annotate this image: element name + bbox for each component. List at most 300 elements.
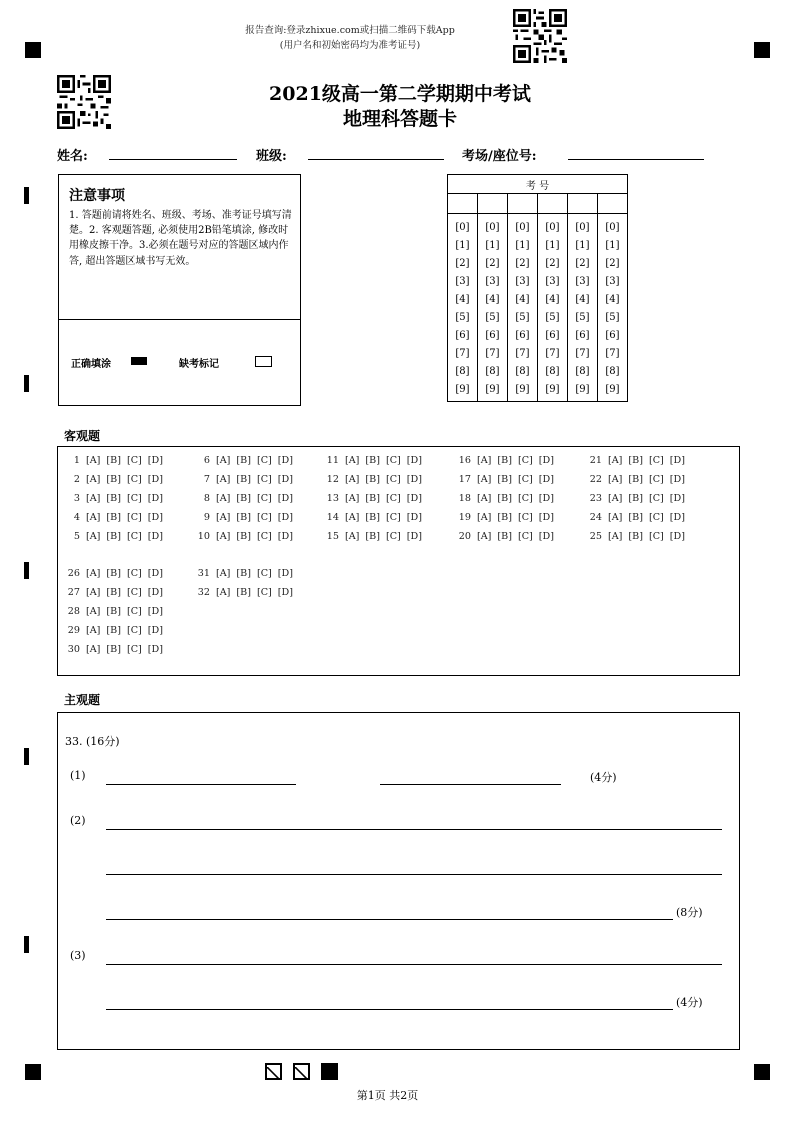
answer-bubble[interactable]: [B] <box>365 474 380 485</box>
answer-bubble[interactable]: [A] <box>345 474 360 485</box>
exam-digit-bubble[interactable]: [3] <box>545 276 560 287</box>
answer-bubble[interactable]: [B] <box>236 568 251 579</box>
exam-digit-bubble[interactable]: [3] <box>455 276 470 287</box>
answer-bubble[interactable]: [B] <box>236 493 251 504</box>
exam-digit-bubble[interactable]: [9] <box>485 384 500 395</box>
answer-bubble[interactable]: [D] <box>147 644 163 655</box>
objective-question <box>194 474 293 485</box>
part-3-label: (3) <box>70 949 86 962</box>
answer-bubble[interactable]: [D] <box>538 512 554 523</box>
answer-bubble[interactable]: [A] <box>216 531 231 542</box>
exam-number-header: 考 号 <box>448 175 628 194</box>
seat-field[interactable] <box>568 159 704 160</box>
question-number: 2 <box>73 474 80 485</box>
answer-bubble[interactable]: [A] <box>216 512 231 523</box>
answer-bubble[interactable]: [A] <box>477 531 492 542</box>
objective-question <box>64 587 163 598</box>
answer-bubble[interactable]: [A] <box>608 493 623 504</box>
exam-digit-bubble[interactable]: [1] <box>515 240 530 251</box>
question-number: 15 <box>326 531 339 542</box>
question-number: 6 <box>203 455 210 466</box>
answer-bubble[interactable]: [B] <box>628 512 643 523</box>
answer-bubble[interactable]: [B] <box>497 474 512 485</box>
exam-digit-bubble[interactable]: [8] <box>545 366 560 377</box>
objective-question <box>455 474 554 485</box>
answer-bubble[interactable]: [D] <box>147 587 163 598</box>
answer-bubble[interactable]: [B] <box>106 625 121 636</box>
exam-digit-bubble[interactable]: [6] <box>605 330 620 341</box>
answer-bubble[interactable]: [C] <box>126 474 142 485</box>
objective-question <box>323 512 422 523</box>
answer-bubble[interactable]: [D] <box>277 587 293 598</box>
answer-bubble[interactable]: [B] <box>365 512 380 523</box>
answer-bubble[interactable]: [A] <box>216 568 231 579</box>
answer-bubble[interactable]: [C] <box>126 455 142 466</box>
part-2-answer-line[interactable] <box>106 919 673 920</box>
question-number: 12 <box>326 474 339 485</box>
exam-digit-bubble[interactable]: [4] <box>575 294 590 305</box>
answer-bubble[interactable]: [A] <box>345 531 360 542</box>
answer-bubble[interactable]: [D] <box>277 493 293 504</box>
exam-digit-bubble[interactable]: [5] <box>455 312 470 323</box>
answer-bubble[interactable]: [C] <box>126 606 142 617</box>
answer-bubble[interactable]: [C] <box>385 455 401 466</box>
question-number: 27 <box>67 587 80 598</box>
answer-bubble[interactable]: [D] <box>538 455 554 466</box>
legend-correct-label: 正确填涂 <box>71 359 111 370</box>
exam-digit-bubble[interactable]: [5] <box>545 312 560 323</box>
exam-digit-bubble[interactable]: [0] <box>605 222 620 233</box>
part-3-answer-line[interactable] <box>106 964 722 965</box>
notes-divider <box>59 319 300 320</box>
answer-bubble[interactable]: [A] <box>86 474 101 485</box>
question-number: 14 <box>326 512 339 523</box>
answer-bubble[interactable]: [B] <box>628 493 643 504</box>
answer-bubble[interactable]: [D] <box>277 568 293 579</box>
answer-bubble[interactable]: [B] <box>106 587 121 598</box>
exam-digit-bubble[interactable]: [8] <box>455 366 470 377</box>
exam-digit-bubble[interactable]: [4] <box>485 294 500 305</box>
answer-bubble[interactable]: [B] <box>236 587 251 598</box>
answer-bubble[interactable]: [A] <box>86 625 101 636</box>
exam-digit-bubble[interactable]: [3] <box>605 276 620 287</box>
answer-bubble[interactable]: [D] <box>277 512 293 523</box>
answer-bubble[interactable]: [A] <box>345 455 360 466</box>
answer-bubble[interactable]: [D] <box>669 474 685 485</box>
answer-bubble[interactable]: [C] <box>648 493 664 504</box>
answer-bubble[interactable]: [A] <box>86 644 101 655</box>
exam-digit-bubble[interactable]: [9] <box>545 384 560 395</box>
exam-digit-bubble[interactable]: [0] <box>515 222 530 233</box>
answer-bubble[interactable]: [D] <box>147 625 163 636</box>
page-mark-slashed-box <box>293 1063 310 1080</box>
question-number: 17 <box>458 474 471 485</box>
objective-question <box>455 512 554 523</box>
answer-bubble[interactable]: [B] <box>106 606 121 617</box>
exam-digit-bubble[interactable]: [5] <box>485 312 500 323</box>
answer-bubble[interactable]: [B] <box>365 455 380 466</box>
exam-title: 2021级高一第二学期期中考试 <box>269 83 531 105</box>
objective-question <box>64 625 163 636</box>
exam-number-grid <box>447 174 628 402</box>
answer-bubble[interactable]: [B] <box>628 474 643 485</box>
absent-mark-box[interactable] <box>255 356 272 367</box>
exam-digit-bubble[interactable]: [7] <box>545 348 560 359</box>
page-mark-slashed-box <box>265 1063 282 1080</box>
exam-digit-bubble[interactable]: [8] <box>515 366 530 377</box>
answer-bubble[interactable]: [B] <box>106 568 121 579</box>
question-number: 9 <box>203 512 210 523</box>
question-number: 10 <box>197 531 210 542</box>
exam-number-write-cell[interactable] <box>538 194 568 214</box>
exam-digit-bubble[interactable]: [7] <box>515 348 530 359</box>
objective-question <box>194 493 293 504</box>
exam-digit-bubble[interactable]: [9] <box>605 384 620 395</box>
timing-mark <box>24 562 29 579</box>
answer-bubble[interactable]: [B] <box>497 512 512 523</box>
answer-bubble[interactable]: [C] <box>256 587 272 598</box>
exam-digit-bubble[interactable]: [6] <box>545 330 560 341</box>
answer-bubble[interactable]: [A] <box>608 474 623 485</box>
answer-bubble[interactable]: [A] <box>477 455 492 466</box>
answer-bubble[interactable]: [D] <box>669 531 685 542</box>
answer-bubble[interactable]: [C] <box>517 455 533 466</box>
answer-bubble[interactable]: [D] <box>277 474 293 485</box>
answer-bubble[interactable]: [A] <box>477 512 492 523</box>
part-1-score: (4分) <box>590 771 617 784</box>
class-field[interactable] <box>308 159 444 160</box>
objective-question <box>64 644 163 655</box>
answer-bubble[interactable]: [B] <box>497 455 512 466</box>
answer-bubble[interactable]: [B] <box>236 455 251 466</box>
report-query-line2: (用户名和初始密码均为准考证号) <box>279 40 421 51</box>
answer-bubble[interactable]: [C] <box>126 493 142 504</box>
answer-bubble[interactable]: [C] <box>517 493 533 504</box>
answer-bubble[interactable]: [A] <box>86 493 101 504</box>
question-33-title: 33. (16分) <box>65 735 120 748</box>
exam-digit-bubble[interactable]: [1] <box>455 240 470 251</box>
subjective-box <box>57 712 740 1050</box>
name-field[interactable] <box>109 159 237 160</box>
exam-digit-bubble[interactable]: [2] <box>575 258 590 269</box>
answer-bubble[interactable]: [C] <box>126 587 142 598</box>
answer-bubble[interactable]: [D] <box>147 568 163 579</box>
exam-digit-bubble[interactable]: [2] <box>545 258 560 269</box>
answer-bubble[interactable]: [D] <box>406 493 422 504</box>
answer-bubble[interactable]: [A] <box>86 512 101 523</box>
timing-mark <box>24 375 29 392</box>
objective-question <box>64 455 163 466</box>
answer-bubble[interactable]: [A] <box>216 587 231 598</box>
question-number: 13 <box>326 493 339 504</box>
exam-digit-bubble[interactable]: [6] <box>485 330 500 341</box>
answer-bubble[interactable]: [B] <box>365 531 380 542</box>
exam-digit-bubble[interactable]: [4] <box>605 294 620 305</box>
answer-bubble[interactable]: [A] <box>608 455 623 466</box>
question-number: 7 <box>203 474 210 485</box>
exam-digit-bubble[interactable]: [2] <box>515 258 530 269</box>
objective-question <box>64 606 163 617</box>
exam-digit-bubble[interactable]: [7] <box>485 348 500 359</box>
answer-bubble[interactable]: [C] <box>517 474 533 485</box>
objective-question <box>194 587 293 598</box>
question-number: 26 <box>67 568 80 579</box>
exam-digit-bubble[interactable]: [8] <box>575 366 590 377</box>
exam-digit-bubble[interactable]: [6] <box>455 330 470 341</box>
answer-bubble[interactable]: [C] <box>256 531 272 542</box>
exam-digit-bubble[interactable]: [2] <box>485 258 500 269</box>
answer-bubble[interactable]: [C] <box>648 474 664 485</box>
answer-bubble[interactable]: [D] <box>147 512 163 523</box>
exam-number-write-cell[interactable] <box>448 194 478 214</box>
answer-bubble[interactable]: [B] <box>236 474 251 485</box>
exam-digit-bubble[interactable]: [4] <box>455 294 470 305</box>
exam-digit-bubble[interactable]: [5] <box>515 312 530 323</box>
answer-bubble[interactable]: [B] <box>628 455 643 466</box>
exam-digit-bubble[interactable]: [8] <box>485 366 500 377</box>
class-label: 班级: <box>256 149 287 164</box>
answer-bubble[interactable]: [C] <box>385 474 401 485</box>
answer-bubble[interactable]: [C] <box>126 625 142 636</box>
part-2-answer-line[interactable] <box>106 829 722 830</box>
exam-digit-bubble[interactable]: [0] <box>455 222 470 233</box>
answer-bubble[interactable]: [C] <box>648 512 664 523</box>
exam-digit-bubble[interactable]: [2] <box>455 258 470 269</box>
part-1-answer-line-b[interactable] <box>380 784 561 785</box>
question-number: 21 <box>589 455 602 466</box>
answer-bubble[interactable]: [D] <box>538 474 554 485</box>
answer-bubble[interactable]: [D] <box>669 512 685 523</box>
objective-question <box>455 455 554 466</box>
answer-bubble[interactable]: [D] <box>406 531 422 542</box>
answer-bubble[interactable]: [A] <box>216 474 231 485</box>
exam-digit-bubble[interactable]: [3] <box>515 276 530 287</box>
answer-bubble[interactable]: [D] <box>147 493 163 504</box>
question-number: 3 <box>73 493 80 504</box>
answer-bubble[interactable]: [B] <box>497 531 512 542</box>
answer-bubble[interactable]: [B] <box>106 644 121 655</box>
answer-bubble[interactable]: [D] <box>147 455 163 466</box>
part-3-answer-line[interactable] <box>106 1009 673 1010</box>
question-number: 24 <box>589 512 602 523</box>
part-2-label: (2) <box>70 814 86 827</box>
objective-question <box>194 455 293 466</box>
answer-bubble[interactable]: [B] <box>236 512 251 523</box>
answer-bubble[interactable]: [C] <box>256 568 272 579</box>
answer-bubble[interactable]: [A] <box>86 606 101 617</box>
exam-digit-bubble[interactable]: [6] <box>575 330 590 341</box>
answer-bubble[interactable]: [B] <box>106 474 121 485</box>
exam-digit-bubble[interactable]: [3] <box>575 276 590 287</box>
answer-bubble[interactable]: [A] <box>216 493 231 504</box>
answer-bubble[interactable]: [D] <box>277 455 293 466</box>
timing-mark <box>24 748 29 765</box>
exam-number-write-cell[interactable] <box>598 194 628 214</box>
answer-bubble[interactable]: [D] <box>406 455 422 466</box>
report-query-note <box>200 23 500 53</box>
answer-bubble[interactable]: [A] <box>86 455 101 466</box>
exam-number-write-cell[interactable] <box>478 194 508 214</box>
exam-digit-bubble[interactable]: [9] <box>575 384 590 395</box>
answer-bubble[interactable]: [D] <box>538 531 554 542</box>
question-number: 4 <box>73 512 80 523</box>
answer-bubble[interactable]: [C] <box>517 531 533 542</box>
exam-digit-bubble[interactable]: [6] <box>515 330 530 341</box>
answer-bubble[interactable]: [C] <box>256 455 272 466</box>
answer-bubble[interactable]: [B] <box>106 512 121 523</box>
timing-mark <box>24 936 29 953</box>
report-query-line1: 报告查询:登录zhixue.com或扫描二维码下载App <box>245 25 455 36</box>
answer-bubble[interactable]: [C] <box>256 474 272 485</box>
answer-bubble[interactable]: [B] <box>106 493 121 504</box>
exam-digit-bubble[interactable]: [9] <box>515 384 530 395</box>
answer-bubble[interactable]: [B] <box>106 455 121 466</box>
question-number: 28 <box>67 606 80 617</box>
objective-question <box>586 455 685 466</box>
question-number: 31 <box>197 568 210 579</box>
question-number: 16 <box>458 455 471 466</box>
answer-bubble[interactable]: [C] <box>648 531 664 542</box>
answer-bubble[interactable]: [C] <box>256 512 272 523</box>
question-number: 20 <box>458 531 471 542</box>
answer-bubble[interactable]: [D] <box>406 512 422 523</box>
page-number: 第1页 共2页 <box>356 1089 419 1102</box>
answer-bubble[interactable]: [D] <box>406 474 422 485</box>
student-qr-code <box>57 75 111 129</box>
question-number: 18 <box>458 493 471 504</box>
exam-number-write-cell[interactable] <box>508 194 538 214</box>
objective-question <box>586 474 685 485</box>
exam-number-write-cell[interactable] <box>568 194 598 214</box>
question-number: 1 <box>73 455 80 466</box>
objective-question <box>194 568 293 579</box>
exam-digit-bubble[interactable]: [8] <box>605 366 620 377</box>
objective-question <box>586 531 685 542</box>
exam-digit-bubble[interactable]: [1] <box>575 240 590 251</box>
objective-question <box>455 531 554 542</box>
objective-question <box>323 531 422 542</box>
question-number: 5 <box>73 531 80 542</box>
answer-bubble[interactable]: [A] <box>86 568 101 579</box>
subjective-label: 主观题 <box>64 693 101 707</box>
exam-digit-bubble[interactable]: [3] <box>485 276 500 287</box>
corner-mark-top-right <box>754 42 770 58</box>
objective-question <box>323 455 422 466</box>
answer-bubble[interactable]: [C] <box>517 512 533 523</box>
question-number: 32 <box>197 587 210 598</box>
answer-bubble[interactable]: [C] <box>385 512 401 523</box>
part-1-answer-line-a[interactable] <box>106 784 296 785</box>
objective-question <box>64 512 163 523</box>
answer-bubble[interactable]: [A] <box>216 455 231 466</box>
exam-digit-bubble[interactable]: [4] <box>545 294 560 305</box>
exam-digit-bubble[interactable]: [9] <box>455 384 470 395</box>
objective-question <box>586 512 685 523</box>
answer-bubble[interactable]: [C] <box>126 568 142 579</box>
answer-bubble[interactable]: [D] <box>538 493 554 504</box>
answer-bubble[interactable]: [A] <box>86 531 101 542</box>
exam-digit-bubble[interactable]: [2] <box>605 258 620 269</box>
exam-digit-bubble[interactable]: [0] <box>575 222 590 233</box>
exam-digit-bubble[interactable]: [7] <box>455 348 470 359</box>
exam-digit-bubble[interactable]: [7] <box>605 348 620 359</box>
name-label: 姓名: <box>57 149 88 164</box>
objective-label: 客观题 <box>64 429 101 443</box>
corner-mark-bottom-left <box>25 1064 41 1080</box>
question-number: 29 <box>67 625 80 636</box>
answer-bubble[interactable]: [B] <box>497 493 512 504</box>
answer-bubble[interactable]: [A] <box>608 531 623 542</box>
exam-digit-bubble[interactable]: [1] <box>485 240 500 251</box>
timing-mark <box>24 187 29 204</box>
answer-bubble[interactable]: [A] <box>608 512 623 523</box>
exam-digit-bubble[interactable]: [4] <box>515 294 530 305</box>
answer-bubble[interactable]: [D] <box>147 606 163 617</box>
answer-bubble[interactable]: [A] <box>86 587 101 598</box>
answer-bubble[interactable]: [B] <box>106 531 121 542</box>
answer-bubble[interactable]: [C] <box>126 644 142 655</box>
answer-bubble[interactable]: [D] <box>669 455 685 466</box>
answer-bubble[interactable]: [A] <box>345 512 360 523</box>
objective-question <box>64 531 163 542</box>
exam-digit-bubble[interactable]: [7] <box>575 348 590 359</box>
question-number: 22 <box>589 474 602 485</box>
sheet-title: 地理科答题卡 <box>342 108 457 130</box>
part-1-label: (1) <box>70 769 86 782</box>
objective-question <box>64 568 163 579</box>
answer-bubble[interactable]: [C] <box>648 455 664 466</box>
part-2-score: (8分) <box>676 906 703 919</box>
answer-bubble[interactable]: [C] <box>256 493 272 504</box>
answer-bubble[interactable]: [D] <box>147 474 163 485</box>
answer-bubble[interactable]: [D] <box>669 493 685 504</box>
question-number: 8 <box>203 493 210 504</box>
exam-digit-bubble[interactable]: [5] <box>605 312 620 323</box>
corner-mark-bottom-right <box>754 1064 770 1080</box>
answer-bubble[interactable]: [C] <box>385 493 401 504</box>
answer-bubble[interactable]: [B] <box>365 493 380 504</box>
answer-bubble[interactable]: [A] <box>345 493 360 504</box>
answer-bubble[interactable]: [A] <box>477 493 492 504</box>
answer-bubble[interactable]: [A] <box>477 474 492 485</box>
exam-digit-bubble[interactable]: [0] <box>485 222 500 233</box>
legend-correct-swatch <box>131 357 147 365</box>
app-qr-code[interactable] <box>513 9 567 63</box>
answer-bubble[interactable]: [D] <box>277 531 293 542</box>
objective-question <box>194 512 293 523</box>
answer-bubble[interactable]: [B] <box>628 531 643 542</box>
exam-digit-bubble[interactable]: [1] <box>605 240 620 251</box>
exam-digit-bubble[interactable]: [1] <box>545 240 560 251</box>
objective-question <box>455 493 554 504</box>
exam-digit-bubble[interactable]: [5] <box>575 312 590 323</box>
answer-bubble[interactable]: [D] <box>147 531 163 542</box>
question-number: 23 <box>589 493 602 504</box>
answer-bubble[interactable]: [C] <box>126 512 142 523</box>
answer-bubble[interactable]: [C] <box>385 531 401 542</box>
notes-text: 1. 答题前请将姓名、班级、考场、准考证号填写清楚。2. 客观题答题, 必须使用2B铅笔填涂, 修改时用橡皮擦干净。3.必须在题号对应的答题区域内作答, 超出答题区域书写无效。 <box>69 210 292 267</box>
answer-bubble[interactable]: [C] <box>126 531 142 542</box>
exam-digit-bubble[interactable]: [0] <box>545 222 560 233</box>
question-number: 11 <box>326 455 339 466</box>
notes-box <box>58 174 301 406</box>
page-mark-filled-box <box>321 1063 338 1080</box>
objective-question <box>586 493 685 504</box>
answer-bubble[interactable]: [B] <box>236 531 251 542</box>
part-2-answer-line[interactable] <box>106 874 722 875</box>
corner-mark-top-left <box>25 42 41 58</box>
question-number: 30 <box>67 644 80 655</box>
